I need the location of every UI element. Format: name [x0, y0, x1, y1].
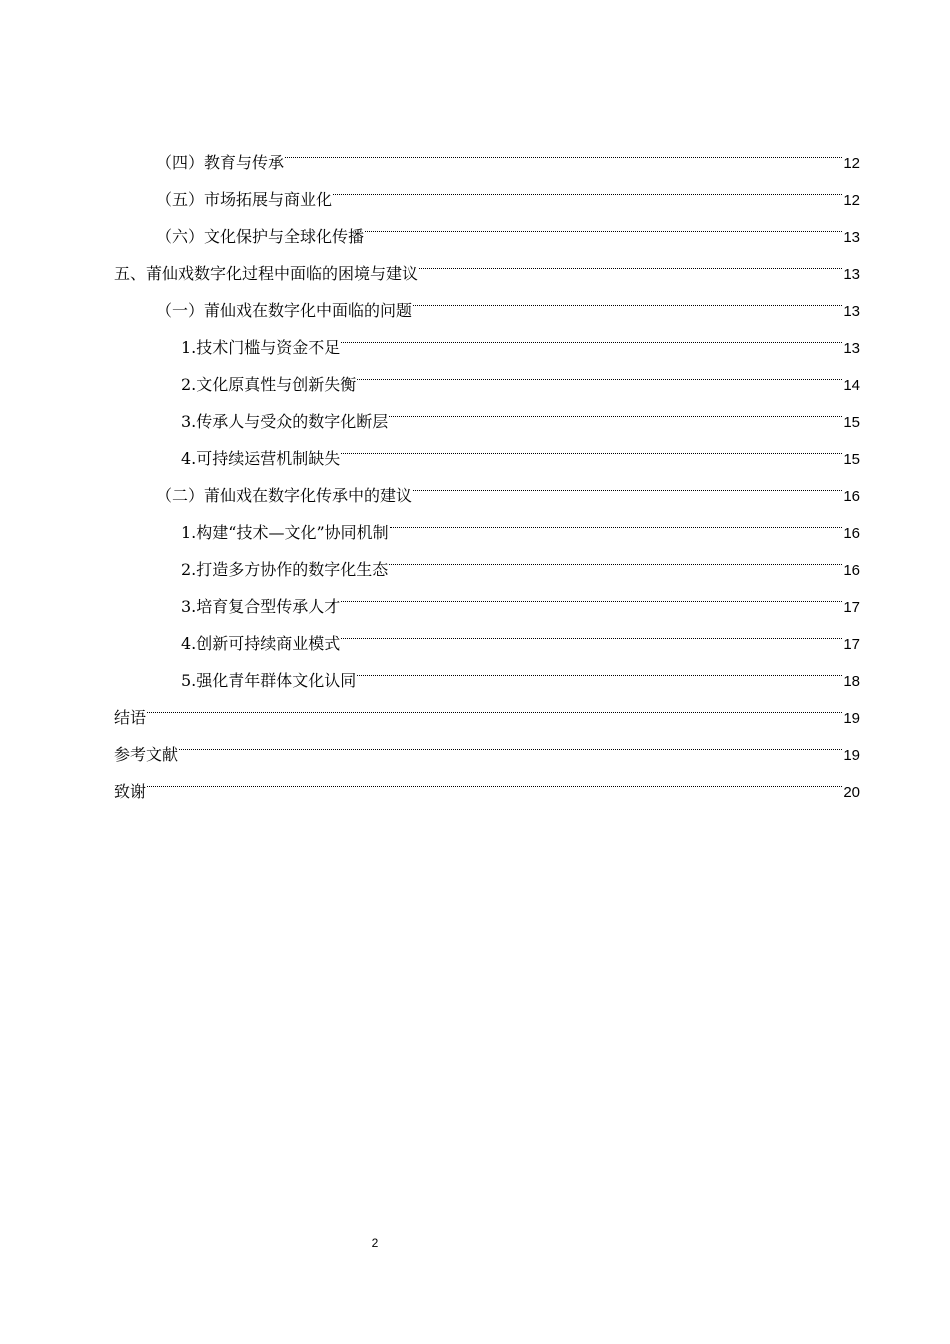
toc-entry-title: （四）教育与传承 [156, 153, 285, 172]
toc-entry-page: 16 [843, 488, 860, 505]
toc-dot-leader [341, 316, 842, 353]
toc-entry-page: 13 [843, 303, 860, 320]
toc-entry-page: 13 [843, 340, 860, 357]
toc-entry[interactable] [114, 760, 860, 801]
toc-entry-page: 18 [843, 673, 860, 690]
toc-entry-page: 16 [843, 525, 860, 542]
toc-entry-title: 2.打造多方协作的数字化生态 [181, 560, 389, 579]
toc-entry-title: 3.传承人与受众的数字化断层 [181, 412, 389, 431]
toc-entry-title: 4.创新可持续商业模式 [181, 634, 341, 653]
toc-entry-page: 13 [843, 229, 860, 246]
toc-entry-title: （六）文化保护与全球化传播 [156, 227, 365, 246]
toc-entry-title: 致谢 [114, 782, 147, 801]
toc-entry-title: 参考文献 [114, 745, 179, 764]
toc-entry-page: 14 [843, 377, 860, 394]
toc-entry-title: 五、莆仙戏数字化过程中面临的困境与建议 [114, 264, 419, 283]
toc-entry-title: （一）莆仙戏在数字化中面临的问题 [156, 301, 413, 320]
toc-dot-leader [179, 723, 842, 760]
table-of-contents [114, 131, 860, 801]
toc-entry-page: 19 [843, 747, 860, 764]
toc-entry-title: 1.技术门槛与资金不足 [181, 338, 341, 357]
toc-dot-leader [389, 538, 842, 575]
toc-entry-page: 15 [843, 451, 860, 468]
toc-entry-page: 20 [843, 784, 860, 801]
toc-entry-page: 15 [843, 414, 860, 431]
toc-entry-title: （五）市场拓展与商业化 [156, 190, 333, 209]
toc-dot-leader [341, 575, 842, 612]
toc-dot-leader [147, 760, 842, 797]
toc-entry-page: 17 [843, 599, 860, 616]
toc-entry-page: 13 [843, 266, 860, 283]
toc-dot-leader [413, 464, 842, 501]
toc-entry[interactable] [114, 686, 860, 727]
toc-entry-page: 12 [843, 155, 860, 172]
toc-entry-page: 17 [843, 636, 860, 653]
toc-dot-leader [413, 279, 842, 316]
toc-dot-leader [333, 168, 842, 205]
toc-dot-leader [357, 353, 842, 390]
toc-dot-leader [147, 686, 842, 723]
toc-dot-leader [357, 649, 842, 686]
toc-dot-leader [341, 427, 842, 464]
toc-dot-leader [390, 501, 843, 538]
toc-entry[interactable] [114, 723, 860, 764]
toc-entry-title: 1.构建“技术—文化”协同机制 [181, 523, 389, 542]
toc-dot-leader [365, 205, 842, 242]
toc-entry-title: 5.强化青年群体文化认同 [181, 671, 357, 690]
toc-dot-leader [389, 390, 842, 427]
toc-entry-title: 3.培育复合型传承人才 [181, 597, 341, 616]
toc-entry[interactable] [114, 131, 860, 172]
toc-entry-title: 4.可持续运营机制缺失 [181, 449, 341, 468]
toc-entry-page: 12 [843, 192, 860, 209]
toc-entry-page: 19 [843, 710, 860, 727]
toc-dot-leader [341, 612, 842, 649]
toc-dot-leader [419, 242, 842, 279]
toc-entry-title: 结语 [114, 708, 147, 727]
toc-dot-leader [285, 131, 842, 168]
toc-entry-title: （二）莆仙戏在数字化传承中的建议 [156, 486, 413, 505]
toc-entry-title: 2.文化原真性与创新失衡 [181, 375, 357, 394]
toc-entry-page: 16 [843, 562, 860, 579]
page-number: 2 [371, 1236, 379, 1250]
